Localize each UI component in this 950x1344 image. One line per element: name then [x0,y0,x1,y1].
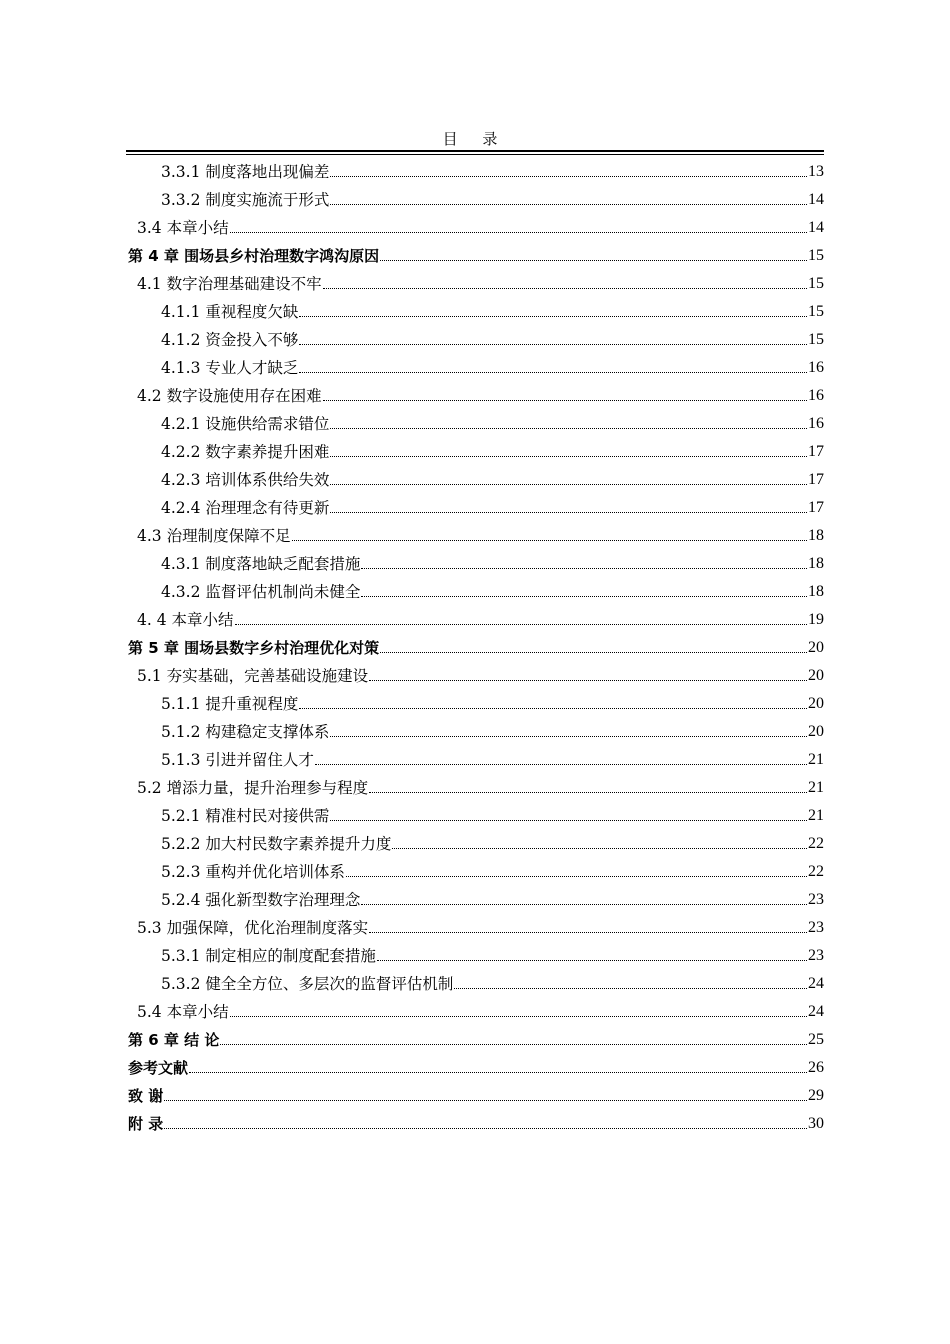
toc-entry-title: 4.1 数字治理基础建设不牢 [137,275,322,293]
toc-entry[interactable] [126,910,824,938]
toc-leader-dots [369,791,807,793]
toc-entry-page: 29 [808,1087,824,1104]
toc-leader-dots [164,1127,807,1129]
toc-entry-page: 19 [808,611,824,628]
toc-leader-dots [230,231,807,233]
toc-entry-page: 23 [808,947,824,964]
toc-entry-title: 4.2 数字设施使用存在困难 [137,387,322,405]
toc-leader-dots [330,203,807,205]
toc-leader-dots [323,399,807,401]
toc-leader-dots [330,511,807,513]
toc-entry-page: 22 [808,835,824,852]
toc-entry-title: 致 谢 [128,1087,164,1105]
toc-entry[interactable] [126,714,824,742]
toc-entry-page: 20 [808,639,824,656]
toc-leader-dots [323,287,807,289]
toc-leader-dots [315,763,807,765]
toc-entry-page: 13 [808,163,824,180]
toc-entry[interactable] [126,378,824,406]
toc-entry[interactable] [126,154,824,182]
toc-entry[interactable] [126,826,824,854]
toc-leader-dots [346,875,807,877]
toc-leader-dots [361,595,807,597]
toc-entry[interactable] [126,546,824,574]
toc-entry-page: 16 [808,359,824,376]
toc-entry[interactable] [126,434,824,462]
toc-entry[interactable] [126,406,824,434]
toc-entry[interactable] [126,322,824,350]
toc-leader-dots [330,819,807,821]
toc-entry-title: 4.2.4 治理理念有待更新 [161,499,330,517]
toc-entry-page: 22 [808,863,824,880]
toc-entry-page: 23 [808,891,824,908]
toc-leader-dots [299,343,807,345]
toc-leader-dots [380,651,807,653]
toc-leader-dots [454,987,807,989]
toc-entry[interactable] [126,770,824,798]
toc-entry-page: 20 [808,667,824,684]
toc-entry-title: 5.4 本章小结 [137,1003,229,1021]
toc-entry-title: 5.2 增添力量，提升治理参与程度 [137,779,369,797]
toc-entry-page: 14 [808,219,824,236]
toc-leader-dots [164,1099,807,1101]
toc-entry[interactable] [126,854,824,882]
toc-entry-title: 4. 4 本章小结 [137,611,234,629]
toc-entry-page: 21 [808,751,824,768]
toc-entry-page: 20 [808,695,824,712]
toc-entry[interactable] [126,574,824,602]
toc-entry[interactable] [126,630,824,658]
toc-entry-title: 3.3.1 制度落地出现偏差 [161,163,330,181]
toc-entry-title: 5.1.1 提升重视程度 [161,695,299,713]
toc-leader-dots [380,259,807,261]
header-rule-thick [126,150,824,152]
toc-entry-title: 第 4 章 围场县乡村治理数字鸿沟原因 [128,247,380,265]
toc-leader-dots [299,315,807,317]
toc-entry[interactable] [126,350,824,378]
toc-leader-dots [330,483,807,485]
toc-entry-title: 5.3.1 制定相应的制度配套措施 [161,947,376,965]
toc-entry-page: 14 [808,191,824,208]
toc-entry-title: 5.2.2 加大村民数字素养提升力度 [161,835,392,853]
toc-entry[interactable] [126,1050,824,1078]
toc-entry-page: 24 [808,1003,824,1020]
toc-entry[interactable] [126,658,824,686]
toc-entry[interactable] [126,994,824,1022]
toc-entry-title: 5.3 加强保障，优化治理制度落实 [137,919,369,937]
toc-entry[interactable] [126,518,824,546]
toc-entry-page: 16 [808,415,824,432]
toc-entry-title: 第 5 章 围场县数字乡村治理优化对策 [128,639,380,657]
page-header-title: 目 录 [442,130,508,148]
toc-entry-title: 5.2.3 重构并优化培训体系 [161,863,345,881]
toc-entry-page: 23 [808,919,824,936]
toc-leader-dots [235,623,807,625]
toc-leader-dots [330,427,807,429]
toc-entry-title: 4.1.1 重视程度欠缺 [161,303,299,321]
toc-entry-title: 参考文献 [128,1059,189,1077]
toc-entry[interactable] [126,966,824,994]
toc-entry-page: 25 [808,1031,824,1048]
toc-entry[interactable] [126,182,824,210]
toc-entry-title: 5.2.1 精准村民对接供需 [161,807,330,825]
toc-entry-title: 4.3.2 监督评估机制尚未健全 [161,583,361,601]
toc-entry-page: 15 [808,247,824,264]
toc-leader-dots [330,735,807,737]
toc-entry-title: 5.3.2 健全全方位、多层次的监督评估机制 [161,975,454,993]
toc-entry[interactable] [126,1078,824,1106]
toc-entry[interactable] [126,798,824,826]
toc-entry[interactable] [126,238,824,266]
toc-entry[interactable] [126,462,824,490]
toc-entry-title: 4.3.1 制度落地缺乏配套措施 [161,555,361,573]
toc-entry[interactable] [126,686,824,714]
toc-leader-dots [392,847,807,849]
toc-leader-dots [299,371,807,373]
toc-entry-page: 18 [808,555,824,572]
toc-entry[interactable] [126,742,824,770]
toc-entry-page: 17 [808,443,824,460]
toc-entry-title: 5.1 夯实基础，完善基础设施建设 [137,667,369,685]
toc-entry-page: 17 [808,471,824,488]
table-of-contents [126,154,824,1134]
toc-entry-title: 3.4 本章小结 [137,219,229,237]
toc-leader-dots [361,567,807,569]
toc-entry-page: 15 [808,275,824,292]
toc-entry-page: 24 [808,975,824,992]
toc-leader-dots [369,679,807,681]
toc-entry[interactable] [126,1022,824,1050]
toc-leader-dots [330,175,807,177]
toc-entry-page: 20 [808,723,824,740]
toc-entry-title: 3.3.2 制度实施流于形式 [161,191,330,209]
toc-entry[interactable] [126,490,824,518]
toc-entry[interactable] [126,602,824,630]
toc-entry-page: 26 [808,1059,824,1076]
toc-entry[interactable] [126,1106,824,1134]
toc-leader-dots [292,539,807,541]
toc-entry-page: 21 [808,779,824,796]
toc-entry-page: 18 [808,583,824,600]
toc-entry[interactable] [126,882,824,910]
toc-entry-page: 30 [808,1115,824,1132]
toc-entry[interactable] [126,294,824,322]
toc-entry[interactable] [126,938,824,966]
toc-entry-title: 4.2.1 设施供给需求错位 [161,415,330,433]
toc-entry-page: 18 [808,527,824,544]
toc-entry-title: 4.2.2 数字素养提升困难 [161,443,330,461]
toc-entry-title: 4.3 治理制度保障不足 [137,527,291,545]
toc-leader-dots [230,1015,807,1017]
toc-entry-page: 15 [808,303,824,320]
toc-entry-title: 5.2.4 强化新型数字治理理念 [161,891,361,909]
toc-leader-dots [299,707,807,709]
toc-entry-title: 第 6 章 结 论 [128,1031,220,1049]
toc-leader-dots [369,931,807,933]
toc-leader-dots [361,903,807,905]
toc-entry-page: 16 [808,387,824,404]
toc-entry-page: 21 [808,807,824,824]
toc-entry-title: 5.1.3 引进并留住人才 [161,751,314,769]
toc-entry[interactable] [126,210,824,238]
toc-leader-dots [377,959,807,961]
toc-leader-dots [189,1071,807,1073]
toc-entry[interactable] [126,266,824,294]
toc-entry-title: 4.1.2 资金投入不够 [161,331,299,349]
toc-entry-title: 5.1.2 构建稳定支撑体系 [161,723,330,741]
toc-entry-page: 17 [808,499,824,516]
toc-entry-title: 4.2.3 培训体系供给失效 [161,471,330,489]
toc-entry-title: 附 录 [128,1115,164,1133]
toc-leader-dots [330,455,807,457]
toc-entry-title: 4.1.3 专业人才缺乏 [161,359,299,377]
toc-leader-dots [220,1043,807,1045]
toc-entry-page: 15 [808,331,824,348]
